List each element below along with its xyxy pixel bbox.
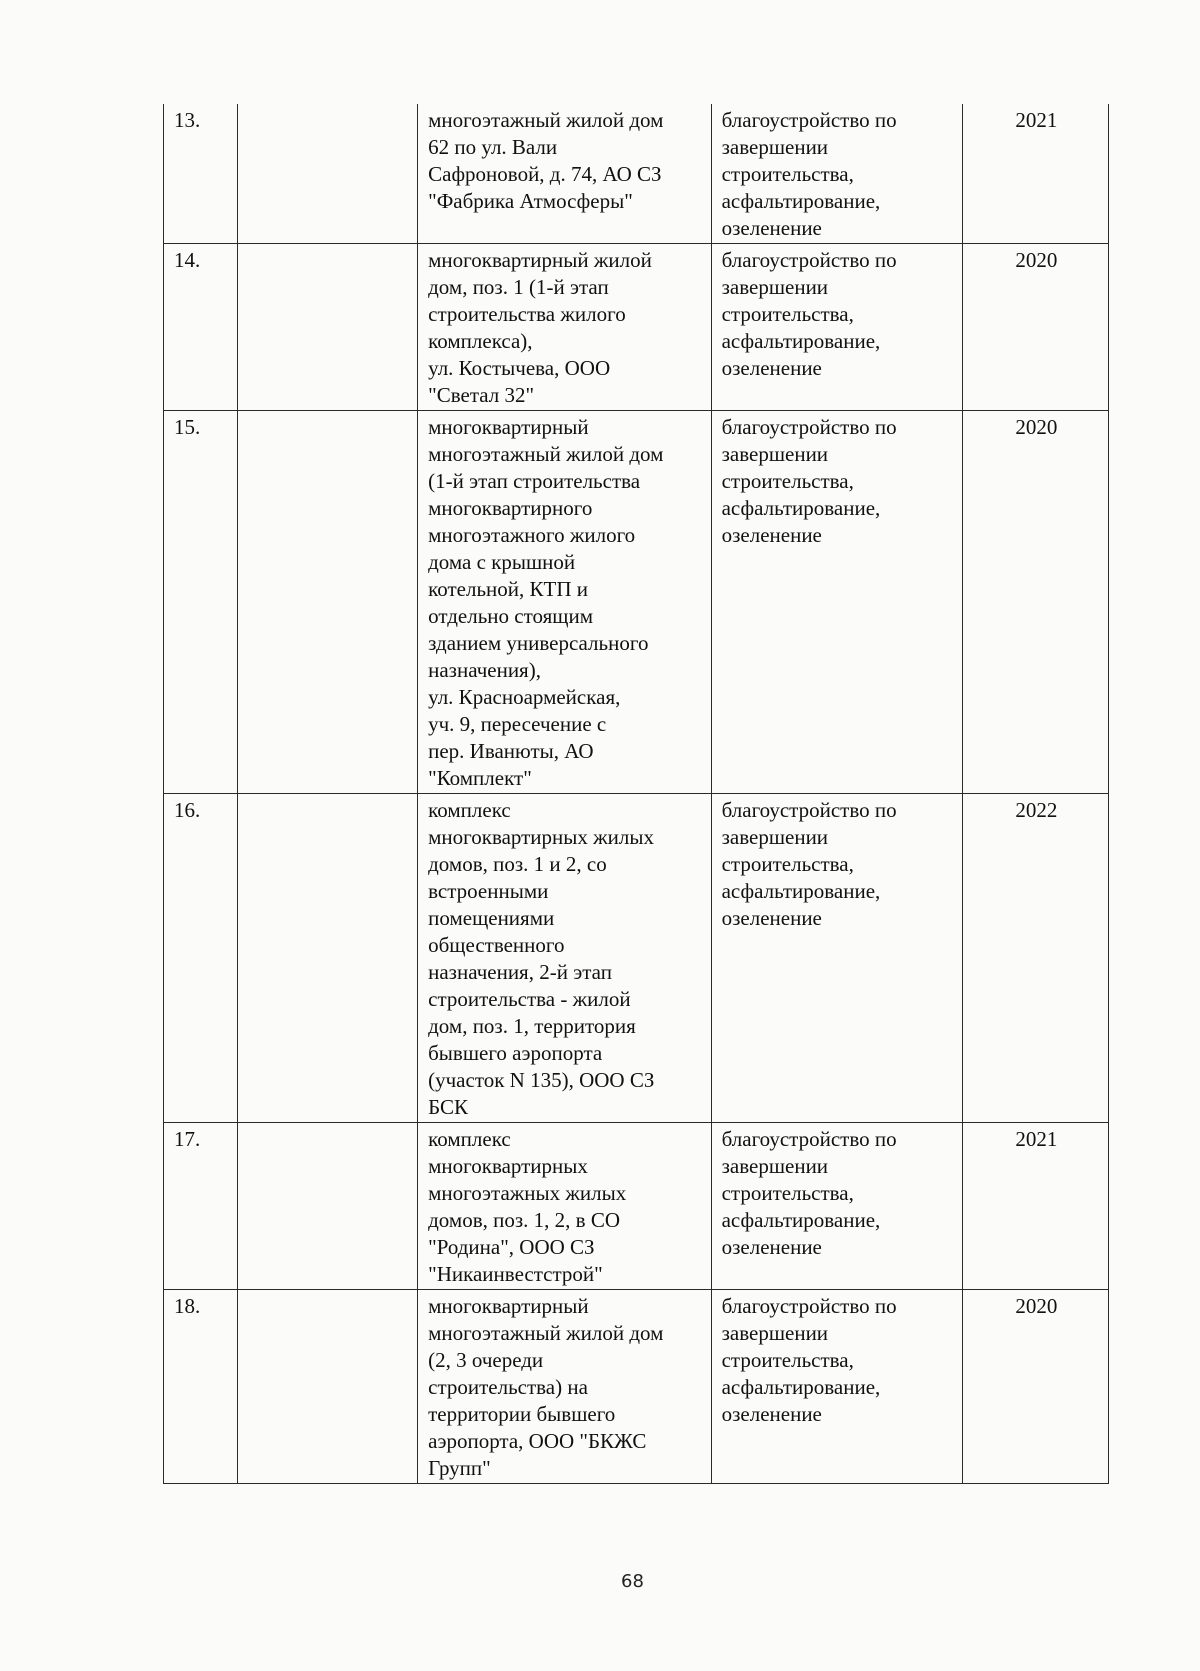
year-value: 2020	[1015, 248, 1058, 272]
year-cell	[962, 104, 1108, 244]
object-cell	[418, 1123, 711, 1290]
object-description: многоэтажный жилой дом 62 по ул. Вали Сафроновой, д. 74, АО СЗ "Фабрика Атмосферы"	[428, 108, 664, 213]
year-cell	[962, 1123, 1108, 1290]
object-description: комплекс многоквартирных жилых домов, поз. 1 и 2, со встроенными помещениями общественного назначения, 2-й этап строительства - жилой дом, поз. 1, территория бывшего аэропорта (участок N 135), ООО СЗ БСК	[428, 798, 655, 1119]
works-description: благоустройство по завершении строительства, асфальтирование, озеленение	[721, 1127, 897, 1259]
year-value: 2020	[1015, 1294, 1058, 1318]
works-cell	[711, 104, 962, 244]
object-cell	[418, 1290, 711, 1484]
row-number: 15.	[174, 415, 201, 439]
row-number-cell	[164, 1290, 238, 1484]
year-cell	[962, 244, 1108, 411]
empty-cell	[237, 1290, 418, 1484]
row-number: 16.	[174, 798, 201, 822]
objects-table	[163, 104, 1109, 1484]
works-cell	[711, 1290, 962, 1484]
row-number-cell	[164, 1123, 238, 1290]
year-value: 2021	[1015, 108, 1058, 132]
page-number: 68	[621, 1571, 644, 1592]
object-description: многоквартирный многоэтажный жилой дом (2, 3 очереди строительства) на территории бывшего аэропорта, ООО "БКЖС Групп"	[428, 1294, 664, 1480]
empty-cell	[237, 244, 418, 411]
year-cell	[962, 794, 1108, 1123]
works-description: благоустройство по завершении строительства, асфальтирование, озеленение	[721, 248, 897, 380]
object-description: многоквартирный жилой дом, поз. 1 (1-й этап строительства жилого комплекса), ул. Костычева, ООО "Светал 32"	[428, 248, 652, 407]
table-row	[164, 411, 1109, 794]
object-cell	[418, 104, 711, 244]
object-cell	[418, 411, 711, 794]
table-row	[164, 1290, 1109, 1484]
year-value: 2021	[1015, 1127, 1058, 1151]
object-description: многоквартирный многоэтажный жилой дом (1-й этап строительства многоквартирного многоэтажного жилого дома с крышной котельной, КТП и отдельно стоящим зданием универсального назначения), ул. Красноармейская, уч. 9, пересечение с пер. Иванюты, АО "Комплект"	[428, 415, 664, 790]
works-description: благоустройство по завершении строительства, асфальтирование, озеленение	[721, 1294, 897, 1426]
year-value: 2020	[1015, 415, 1058, 439]
year-cell	[962, 411, 1108, 794]
works-cell	[711, 794, 962, 1123]
object-cell	[418, 244, 711, 411]
row-number-cell	[164, 104, 238, 244]
empty-cell	[237, 104, 418, 244]
works-description: благоустройство по завершении строительства, асфальтирование, озеленение	[721, 798, 897, 930]
table-row	[164, 1123, 1109, 1290]
works-cell	[711, 244, 962, 411]
table-row	[164, 794, 1109, 1123]
works-description: благоустройство по завершении строительства, асфальтирование, озеленение	[721, 415, 897, 547]
empty-cell	[237, 1123, 418, 1290]
empty-cell	[237, 411, 418, 794]
table-row	[164, 244, 1109, 411]
year-cell	[962, 1290, 1108, 1484]
row-number-cell	[164, 244, 238, 411]
row-number: 14.	[174, 248, 201, 272]
object-description: комплекс многоквартирных многоэтажных жилых домов, поз. 1, 2, в СО "Родина", ООО СЗ "Никаинвестстрой"	[428, 1127, 627, 1286]
table-body	[164, 104, 1109, 1484]
row-number-cell	[164, 794, 238, 1123]
works-description: благоустройство по завершении строительства, асфальтирование, озеленение	[721, 108, 897, 240]
year-value: 2022	[1015, 798, 1058, 822]
row-number: 17.	[174, 1127, 201, 1151]
row-number: 18.	[174, 1294, 201, 1318]
object-cell	[418, 794, 711, 1123]
row-number: 13.	[174, 108, 201, 132]
works-cell	[711, 1123, 962, 1290]
table-row	[164, 104, 1109, 244]
empty-cell	[237, 794, 418, 1123]
works-cell	[711, 411, 962, 794]
row-number-cell	[164, 411, 238, 794]
